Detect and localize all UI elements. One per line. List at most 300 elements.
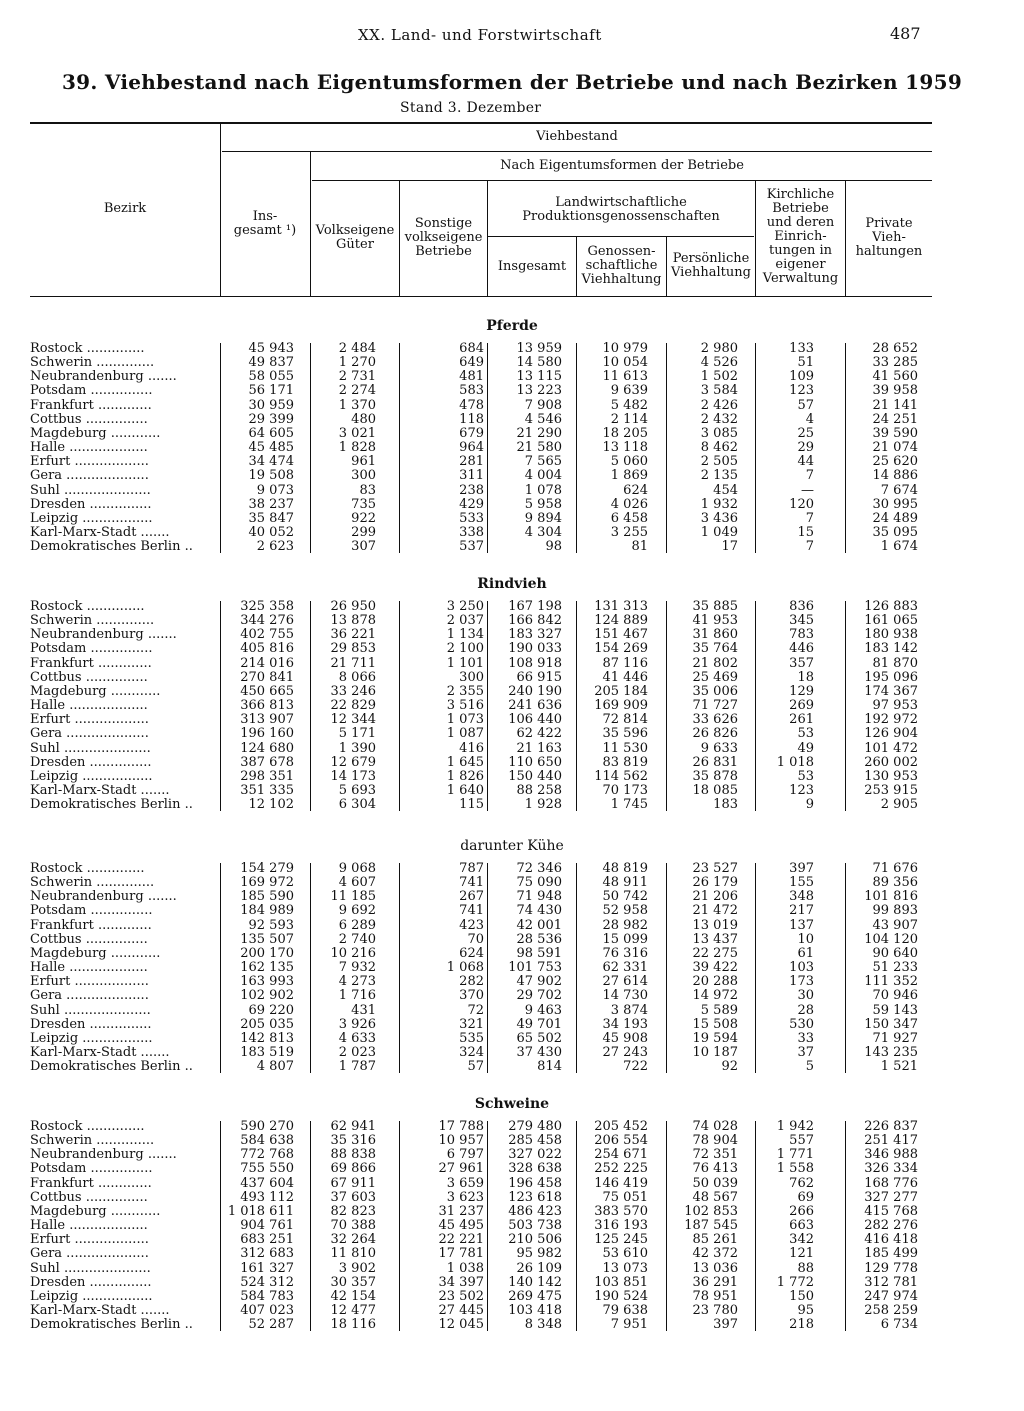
cell-value: 480	[351, 411, 376, 427]
table-row	[0, 947, 1024, 961]
cell-value: 183	[713, 797, 738, 813]
cell-value: 45 908	[602, 1030, 648, 1046]
cell-value: 961	[351, 454, 376, 470]
cell-value: 114 562	[594, 768, 648, 784]
cell-value: 205 452	[594, 1119, 648, 1134]
cell-value: 142 813	[240, 1030, 294, 1046]
cell-value: 1 826	[446, 768, 484, 784]
bezirk-name: Magdeburg ............	[30, 684, 161, 699]
cell-value: 70 388	[330, 1218, 376, 1234]
header-top-rule	[30, 122, 932, 124]
cell-value: 437 604	[240, 1175, 294, 1191]
cell-value: 125 245	[594, 1232, 648, 1248]
cell-value: 150 440	[508, 768, 562, 784]
cell-value: 187 545	[684, 1218, 738, 1234]
cell-value: 279 480	[508, 1119, 562, 1134]
cell-value: 24 251	[872, 411, 918, 427]
cell-value: 7	[805, 539, 814, 555]
cell-value: 261	[789, 712, 814, 728]
cell-value: 217	[789, 903, 814, 919]
cell-value: 18	[797, 669, 814, 685]
cell-value: 26 179	[692, 875, 738, 891]
cell-value: 133	[789, 341, 814, 356]
cell-value: 311	[459, 468, 484, 484]
cell-value: 64 605	[248, 425, 294, 441]
bezirk-name: Halle ...................	[30, 441, 148, 456]
bezirk-name: Gera ....................	[30, 989, 149, 1004]
cell-value: 51	[797, 355, 814, 371]
cell-value: 14 580	[516, 355, 562, 371]
cell-value: 214 016	[240, 655, 294, 671]
cell-value: 3 874	[610, 1002, 648, 1018]
table-row	[0, 540, 1024, 554]
cell-value: 23 527	[692, 861, 738, 876]
cell-value: 4 273	[338, 974, 376, 990]
cell-value: 590 270	[240, 1119, 294, 1134]
cell-value: 326 334	[864, 1161, 918, 1177]
cell-value: 300	[351, 468, 376, 484]
cell-value: 18 085	[692, 782, 738, 798]
cell-value: 72 351	[692, 1147, 738, 1163]
cell-value: 69 866	[330, 1161, 376, 1177]
cell-value: 37	[797, 1044, 814, 1060]
cell-value: 43 907	[872, 917, 918, 933]
cell-value: 29 399	[248, 411, 294, 427]
cell-value: 327 277	[864, 1189, 918, 1205]
cell-value: 103 851	[594, 1274, 648, 1290]
cell-value: 71 948	[516, 889, 562, 905]
section-title: Pferde	[486, 318, 538, 334]
page-number: 487	[890, 24, 921, 43]
cell-value: 185 590	[240, 889, 294, 905]
cell-value: 140 142	[508, 1274, 562, 1290]
cell-value: 4 526	[700, 355, 738, 371]
bezirk-name: Demokratisches Berlin ..	[30, 798, 193, 813]
cell-value: 190 524	[594, 1288, 648, 1304]
cell-value: 2 037	[446, 613, 484, 629]
bezirk-name: Rostock ..............	[30, 342, 145, 356]
cell-value: 101 753	[508, 960, 562, 976]
cell-value: 1 270	[338, 355, 376, 371]
cell-value: 493 112	[240, 1189, 294, 1205]
cell-value: 9 463	[524, 1002, 562, 1018]
cell-value: 168 776	[864, 1175, 918, 1191]
cell-value: 8 462	[700, 440, 738, 456]
cell-value: 97 953	[872, 698, 918, 714]
cell-value: 3 085	[700, 425, 738, 441]
table-row	[0, 713, 1024, 727]
cell-value: 312 781	[864, 1274, 918, 1290]
section-title: Rindvieh	[477, 576, 547, 592]
cell-value: 7 932	[338, 960, 376, 976]
cell-value: 2 484	[338, 341, 376, 356]
cell-value: 21 290	[516, 425, 562, 441]
cell-value: 33 285	[872, 355, 918, 371]
cell-value: 169 909	[594, 698, 648, 714]
cell-value: 1 772	[776, 1274, 814, 1290]
cell-value: 48 819	[602, 861, 648, 876]
cell-value: 11 185	[330, 889, 376, 905]
cell-value: 1 049	[700, 524, 738, 540]
cell-value: 10 216	[330, 945, 376, 961]
cell-value: 72	[467, 1002, 484, 1018]
cell-value: 162 135	[240, 960, 294, 976]
bezirk-name: Erfurt ..................	[30, 713, 149, 728]
cell-value: 357	[789, 655, 814, 671]
cell-value: 169 972	[240, 875, 294, 891]
col-bezirk: Bezirk	[103, 201, 147, 216]
cell-value: 344 276	[240, 613, 294, 629]
table-row	[0, 798, 1024, 812]
cell-value: 98 591	[516, 945, 562, 961]
cell-value: 9 639	[610, 383, 648, 399]
table-row	[0, 756, 1024, 770]
cell-value: 174 367	[864, 683, 918, 699]
cell-value: 35 596	[602, 726, 648, 742]
cell-value: 486 423	[508, 1203, 562, 1219]
cell-value: 3 623	[446, 1189, 484, 1205]
cell-value: 535	[459, 1030, 484, 1046]
cell-value: 205 184	[594, 683, 648, 699]
cell-value: 12 102	[248, 797, 294, 813]
cell-value: 4	[805, 411, 814, 427]
cell-value: 173	[789, 974, 814, 990]
cell-value: 454	[713, 482, 738, 498]
cell-value: 8 066	[338, 669, 376, 685]
cell-value: 151 467	[594, 627, 648, 643]
cell-value: 180 938	[864, 627, 918, 643]
bezirk-name: Dresden ...............	[30, 1275, 152, 1290]
running-head	[0, 24, 1024, 48]
cell-value: 34 474	[248, 454, 294, 470]
viehbestand-rule	[222, 151, 932, 152]
cell-value: 17 781	[438, 1246, 484, 1262]
bezirk-name: Karl-Marx-Stadt .......	[30, 1045, 170, 1060]
cell-value: 922	[351, 510, 376, 526]
cell-value: 29	[797, 440, 814, 456]
cell-value: 679	[459, 425, 484, 441]
running-title: XX. Land- und Forstwirtschaft	[358, 26, 602, 44]
cell-value: 38 237	[248, 496, 294, 512]
cell-value: 83	[359, 482, 376, 498]
cell-value: 61	[797, 945, 814, 961]
cell-value: 42 154	[330, 1288, 376, 1304]
cell-value: 4 026	[610, 496, 648, 512]
cell-value: 71 676	[872, 861, 918, 876]
cell-value: 62 331	[602, 960, 648, 976]
table-subtitle: Stand 3. Dezember	[400, 100, 542, 116]
cell-value: 39 422	[692, 960, 738, 976]
cell-value: 22 221	[438, 1232, 484, 1248]
cell-value: 102 853	[684, 1203, 738, 1219]
bezirk-name: Schwerin ..............	[30, 614, 155, 629]
table-row	[0, 614, 1024, 628]
bezirk-name: Suhl .....................	[30, 1261, 151, 1276]
cell-value: 663	[789, 1218, 814, 1234]
cell-value: 35 764	[692, 641, 738, 657]
cell-value: 12 679	[330, 754, 376, 770]
table-row	[0, 876, 1024, 890]
cell-value: 26 831	[692, 754, 738, 770]
cell-value: 49	[797, 740, 814, 756]
cell-value: 2 980	[700, 341, 738, 356]
cell-value: 18 116	[330, 1317, 376, 1333]
cell-value: 23 780	[692, 1302, 738, 1318]
bezirk-name: Demokratisches Berlin ..	[30, 540, 193, 555]
cell-value: 1 018	[776, 754, 814, 770]
table-row	[0, 1247, 1024, 1261]
cell-value: 74 430	[516, 903, 562, 919]
cell-value: 6 458	[610, 510, 648, 526]
cell-value: 50 742	[602, 889, 648, 905]
bezirk-name: Halle ...................	[30, 1219, 148, 1234]
bezirk-name: Suhl .....................	[30, 1003, 151, 1018]
cell-value: 683 251	[240, 1232, 294, 1248]
cell-value: 481	[459, 369, 484, 385]
bezirk-name: Neubrandenburg .......	[30, 1148, 177, 1163]
cell-value: 1 068	[446, 960, 484, 976]
col-kirchliche: Kirchliche Betriebe und deren Einrich- tungen in eigener Verwaltung	[762, 187, 839, 286]
cell-value: 5 482	[610, 397, 648, 413]
cell-value: 124 680	[240, 740, 294, 756]
cell-value: 195 096	[864, 669, 918, 685]
col-lpg-group: Landwirtschaftliche Produktionsgenossenschaften	[522, 195, 720, 224]
cell-value: 137	[789, 917, 814, 933]
bezirk-name: Cottbus ...............	[30, 412, 148, 427]
cell-value: 53 610	[602, 1246, 648, 1262]
cell-value: 2 114	[610, 411, 648, 427]
bezirk-name: Frankfurt .............	[30, 918, 152, 933]
table-row	[0, 784, 1024, 798]
cell-value: 72 814	[602, 712, 648, 728]
cell-value: 59 143	[872, 1002, 918, 1018]
eigentumsformen-rule	[312, 180, 932, 181]
cell-value: 123	[789, 782, 814, 798]
cell-value: 196 160	[240, 726, 294, 742]
cell-value: 9 692	[338, 903, 376, 919]
cell-value: 7 565	[524, 454, 562, 470]
cell-value: 25 469	[692, 669, 738, 685]
cell-value: 2 731	[338, 369, 376, 385]
cell-value: 69 220	[248, 1002, 294, 1018]
cell-value: 14 972	[692, 988, 738, 1004]
cell-value: 17	[721, 539, 738, 555]
cell-value: 416 418	[864, 1232, 918, 1248]
cell-value: 307	[351, 539, 376, 555]
cell-value: 722	[623, 1059, 648, 1075]
cell-value: 1 521	[880, 1059, 918, 1075]
cell-value: 325 358	[240, 599, 294, 614]
cell-value: 85 261	[692, 1232, 738, 1248]
bezirk-name: Karl-Marx-Stadt .......	[30, 1303, 170, 1318]
cell-value: 7	[805, 468, 814, 484]
cell-value: 346 988	[864, 1147, 918, 1163]
col-lpg-persoenlich: Persönliche Viehhaltung	[671, 251, 751, 280]
cell-value: 183 142	[864, 641, 918, 657]
cell-value: 161 327	[240, 1260, 294, 1276]
bezirk-name: Demokratisches Berlin ..	[30, 1060, 193, 1075]
table-row	[0, 399, 1024, 413]
cell-value: 370	[459, 988, 484, 1004]
cell-value: 50 039	[692, 1175, 738, 1191]
table-row	[0, 975, 1024, 989]
cell-value: 13 878	[330, 613, 376, 629]
cell-value: 35 847	[248, 510, 294, 526]
table-row	[0, 1004, 1024, 1018]
cell-value: 40 052	[248, 524, 294, 540]
cell-value: 266	[789, 1203, 814, 1219]
cell-value: 1 928	[524, 797, 562, 813]
cell-value: 4 004	[524, 468, 562, 484]
cell-value: 57	[467, 1059, 484, 1075]
cell-value: 10	[797, 931, 814, 947]
cell-value: 62 941	[330, 1119, 376, 1134]
cell-value: 11 530	[602, 740, 648, 756]
table-row	[0, 770, 1024, 784]
cell-value: 12 477	[330, 1302, 376, 1318]
cell-value: 1 674	[880, 539, 918, 555]
cell-value: 383 570	[594, 1203, 648, 1219]
cell-value: 1 771	[776, 1147, 814, 1163]
bezirk-name: Frankfurt .............	[30, 398, 152, 413]
cell-value: 1 932	[700, 496, 738, 512]
cell-value: 4 546	[524, 411, 562, 427]
cell-value: 98	[545, 539, 562, 555]
cell-value: 29 853	[330, 641, 376, 657]
bezirk-name: Demokratisches Berlin ..	[30, 1318, 193, 1333]
table-row	[0, 469, 1024, 483]
cell-value: 129	[789, 683, 814, 699]
cell-value: 2 426	[700, 397, 738, 413]
table-row	[0, 919, 1024, 933]
cell-value: 120	[789, 496, 814, 512]
cell-value: 196 458	[508, 1175, 562, 1191]
cell-value: 10 957	[438, 1133, 484, 1149]
cell-value: 1 370	[338, 397, 376, 413]
cell-value: 21 141	[872, 397, 918, 413]
bezirk-name: Leipzig .................	[30, 511, 153, 526]
cell-value: 82 823	[330, 1203, 376, 1219]
table-row	[0, 961, 1024, 975]
cell-value: 338	[459, 524, 484, 540]
cell-value: 163 993	[240, 974, 294, 990]
table-row	[0, 1318, 1024, 1332]
cell-value: 75 090	[516, 875, 562, 891]
table-row	[0, 1046, 1024, 1060]
cell-value: 10 979	[602, 341, 648, 356]
cell-value: 348	[789, 889, 814, 905]
cell-value: 130 953	[864, 768, 918, 784]
cell-value: 3 902	[338, 1260, 376, 1276]
cell-value: 2 505	[700, 454, 738, 470]
cell-value: 904 761	[240, 1218, 294, 1234]
cell-value: 478	[459, 397, 484, 413]
cell-value: 45 485	[248, 440, 294, 456]
bezirk-name: Magdeburg ............	[30, 946, 161, 961]
cell-value: 30 995	[872, 496, 918, 512]
table-row	[0, 1191, 1024, 1205]
cell-value: 66 915	[516, 669, 562, 685]
cell-value: 70 173	[602, 782, 648, 798]
cell-value: 241 636	[508, 698, 562, 714]
cell-value: 118	[459, 411, 484, 427]
bezirk-name: Magdeburg ............	[30, 426, 161, 441]
cell-value: 53	[797, 768, 814, 784]
table-row	[0, 671, 1024, 685]
cell-value: 13 036	[692, 1260, 738, 1276]
bezirk-name: Karl-Marx-Stadt .......	[30, 783, 170, 798]
cell-value: 5 589	[700, 1002, 738, 1018]
cell-value: 45 943	[248, 341, 294, 356]
cell-value: 964	[459, 440, 484, 456]
table-row	[0, 933, 1024, 947]
table-row	[0, 427, 1024, 441]
cell-value: 29 702	[516, 988, 562, 1004]
cell-value: 11 810	[330, 1246, 376, 1262]
cell-value: 135 507	[240, 931, 294, 947]
cell-value: 557	[789, 1133, 814, 1149]
cell-value: 5 693	[338, 782, 376, 798]
cell-value: 423	[459, 917, 484, 933]
bezirk-name: Dresden ...............	[30, 755, 152, 770]
cell-value: 1 716	[338, 988, 376, 1004]
cell-value: 65 502	[516, 1030, 562, 1046]
cell-value: 206 554	[594, 1133, 648, 1149]
cell-value: 624	[623, 482, 648, 498]
table-row	[0, 1177, 1024, 1191]
cell-value: 345	[789, 613, 814, 629]
cell-value: 126 904	[864, 726, 918, 742]
cell-value: 205 035	[240, 1016, 294, 1032]
cell-value: 787	[459, 861, 484, 876]
cell-value: 15	[797, 524, 814, 540]
table-row	[0, 342, 1024, 356]
cell-value: 6 797	[446, 1147, 484, 1163]
bezirk-name: Potsdam ...............	[30, 642, 153, 657]
cell-value: 72 346	[516, 861, 562, 876]
cell-value: 298 351	[240, 768, 294, 784]
cell-value: 51 233	[872, 960, 918, 976]
cell-value: 281	[459, 454, 484, 470]
cell-value: 27 243	[602, 1044, 648, 1060]
cell-value: 150	[789, 1288, 814, 1304]
cell-value: 405 816	[240, 641, 294, 657]
cell-value: 90 640	[872, 945, 918, 961]
cell-value: 48 911	[602, 875, 648, 891]
table-row	[0, 1205, 1024, 1219]
table-row	[0, 1290, 1024, 1304]
cell-value: 76 413	[692, 1161, 738, 1177]
cell-value: 387 678	[240, 754, 294, 770]
cell-value: 28 652	[872, 341, 918, 356]
table-row	[0, 526, 1024, 540]
cell-value: 101 472	[864, 740, 918, 756]
bezirk-name: Cottbus ...............	[30, 932, 148, 947]
cell-value: 131 313	[594, 599, 648, 614]
col-insgesamt: Ins- gesamt ¹)	[233, 209, 297, 238]
cell-value: 1 869	[610, 468, 648, 484]
cell-value: 103	[789, 960, 814, 976]
cell-value: 70 946	[872, 988, 918, 1004]
bezirk-name: Leipzig .................	[30, 1031, 153, 1046]
cell-value: 2 432	[700, 411, 738, 427]
cell-value: 300	[459, 669, 484, 685]
cell-value: 183 519	[240, 1044, 294, 1060]
bezirk-name: Dresden ...............	[30, 497, 152, 512]
cell-value: 95 982	[516, 1246, 562, 1262]
cell-value: 3 926	[338, 1016, 376, 1032]
cell-value: 33	[797, 1030, 814, 1046]
